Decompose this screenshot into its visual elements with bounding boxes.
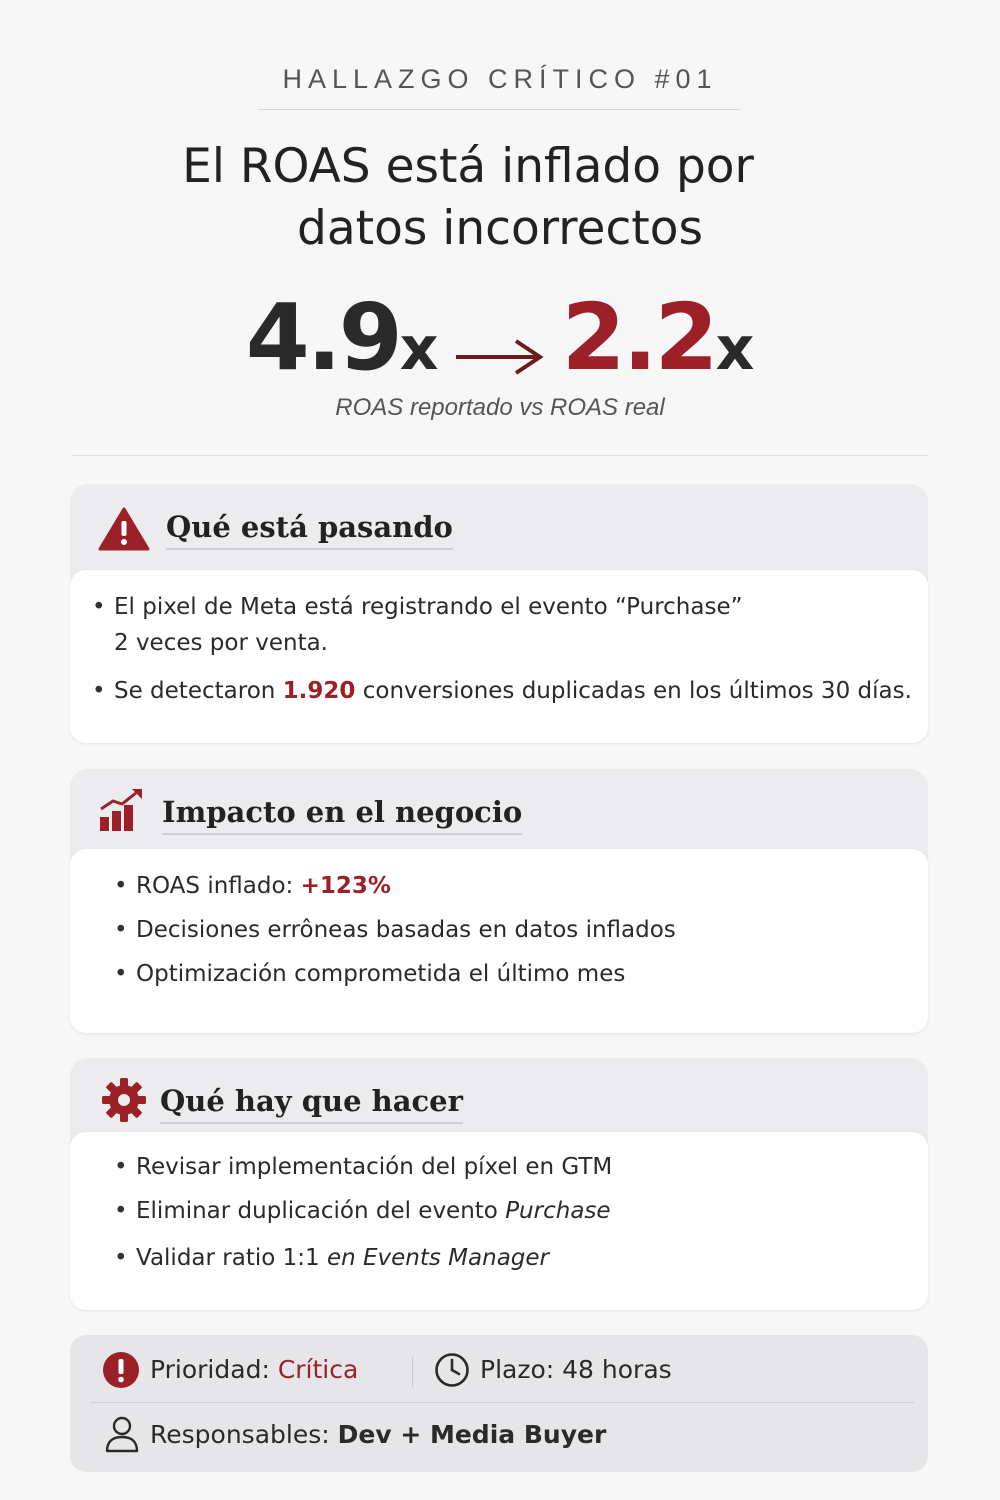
roas-real: 2.2: [561, 284, 716, 391]
clock-icon: [434, 1352, 470, 1393]
list-item: • Se detectaron 1.920 conversiones duplicadas en los últimos 30 días.: [92, 678, 912, 704]
card-what-is-happening: [70, 484, 928, 743]
list-item: • Validar ratio 1:1 en Events Manager: [114, 1245, 549, 1271]
list-item: • Eliminar duplicación del evento Purchase: [114, 1198, 611, 1224]
gear-icon: [100, 1076, 148, 1129]
kicker-divider: [258, 109, 740, 110]
finding-kicker: HALLAZGO CRÍTICO #01: [282, 64, 718, 94]
owners-text: Responsables: Dev + Media Buyer: [150, 1420, 607, 1449]
card-title: Qué está pasando: [166, 510, 453, 550]
list-item: • Decisiones errôneas basadas en datos inflados: [114, 917, 676, 943]
alert-circle-icon: [102, 1351, 140, 1394]
card-body: [70, 849, 928, 1033]
title-line-2: datos incorrectos: [297, 201, 703, 256]
list-item: • ROAS inflado: +123%: [114, 873, 391, 899]
deadline-text: Plazo: 48 horas: [480, 1355, 672, 1384]
card-header: [70, 484, 928, 570]
list-item: • El pixel de Meta está registrando el evento “Purchase”: [92, 594, 743, 620]
roas-real-suffix: x: [715, 314, 755, 384]
card-body: [70, 570, 928, 743]
footer-divider: [90, 1402, 914, 1403]
roas-caption: ROAS reportado vs ROAS real: [335, 394, 665, 421]
chart-up-icon: [98, 787, 144, 838]
summary-footer: [70, 1335, 928, 1472]
title-line-1: El ROAS está inflado por: [182, 139, 754, 194]
card-body: [70, 1132, 928, 1310]
list-item-continuation: 2 veces por venta.: [114, 630, 328, 656]
footer-separator: [412, 1357, 413, 1387]
section-divider: [72, 455, 928, 456]
priority-text: Prioridad: Crítica: [150, 1355, 359, 1384]
list-item: • Optimización comprometida el último mes: [114, 961, 626, 987]
card-title: Qué hay que hacer: [160, 1084, 463, 1124]
list-item: • Revisar implementación del píxel en GTM: [114, 1154, 613, 1180]
arrow-right-icon: [454, 337, 546, 381]
page-title: [0, 136, 1000, 260]
card-title: Impacto en el negocio: [162, 795, 522, 835]
warning-icon: [98, 506, 150, 557]
user-icon: [104, 1415, 140, 1458]
roas-comparison: [0, 284, 1000, 391]
card-business-impact: [70, 769, 928, 1033]
card-what-to-do: [70, 1058, 928, 1310]
footer-row: [102, 1351, 902, 1391]
roas-reported: 4.9x: [245, 284, 439, 391]
card-header: [70, 769, 928, 855]
